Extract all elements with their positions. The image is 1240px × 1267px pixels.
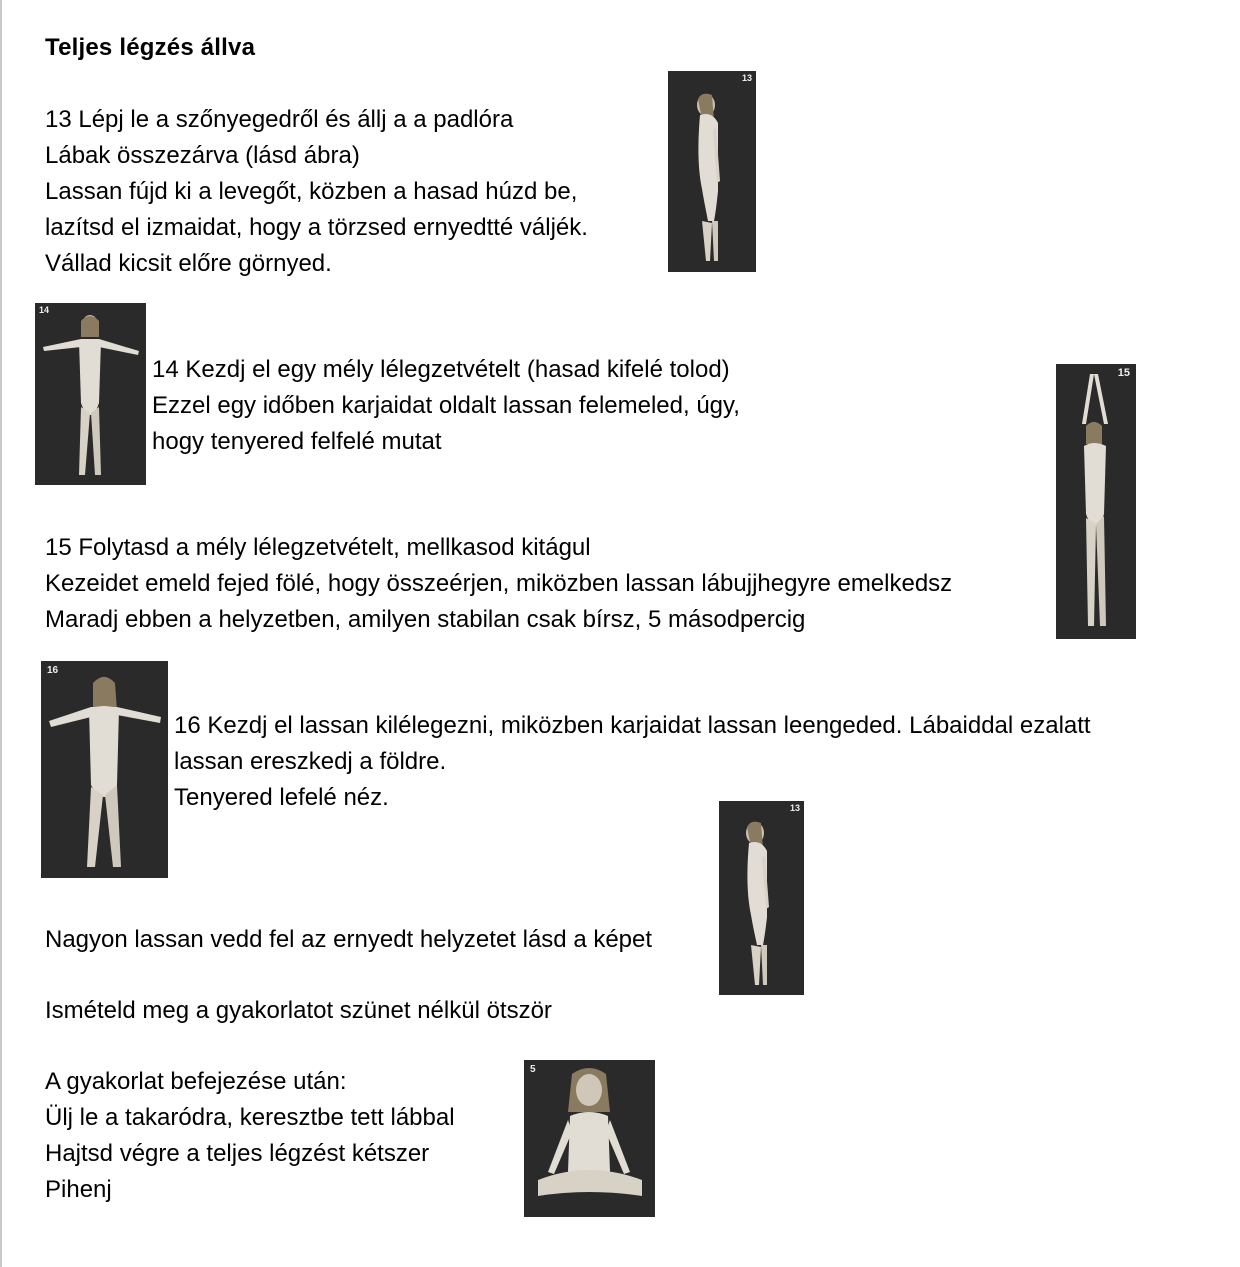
figure-number: 13	[741, 73, 752, 83]
figure-number: 16	[47, 665, 59, 676]
step-16-line: 16 Kezdj el lassan kilélegezni, miközben karjaidat lassan leengeded. Lábaiddal ezalatt	[174, 712, 1091, 739]
step-15-line: 15 Folytasd a mély lélegzetvételt, mellkasod kitágul	[45, 534, 591, 561]
seated-figure-icon	[524, 1060, 655, 1217]
figure-14-photo	[35, 303, 146, 485]
page-title: Teljes légzés állva	[45, 34, 256, 61]
step-13-text	[45, 102, 588, 282]
figure-13-repeat-photo	[719, 801, 804, 995]
step-16-line: lassan ereszkedj a földre.	[174, 748, 447, 775]
repeat-line: Ismételd meg a gyakorlatot szünet nélkül ötször	[45, 997, 552, 1024]
step-13-line: lazítsd el izmaidat, hogy a törzsed ernyedtté váljék.	[45, 214, 588, 241]
figure-13-photo	[668, 71, 756, 272]
figure-number: 15	[1117, 367, 1130, 379]
arms-out-figure-icon	[35, 303, 146, 485]
standing-figure-icon	[719, 801, 804, 995]
after-line: Pihenj	[45, 1176, 112, 1203]
lowering-arms-figure-icon	[41, 661, 168, 878]
after-line: Hajtsd végre a teljes légzést kétszer	[45, 1140, 430, 1167]
figure-number: 14	[39, 305, 50, 315]
figure-number: 5	[530, 1064, 536, 1075]
relax-text	[45, 922, 652, 958]
after-line: A gyakorlat befejezése után:	[45, 1068, 347, 1095]
figure-5-photo	[524, 1060, 655, 1217]
step-14-line: hogy tenyered felfelé mutat	[152, 428, 442, 455]
after-line: Ülj le a takaródra, keresztbe tett lábbal	[45, 1104, 455, 1131]
after-exercise-text	[45, 1064, 455, 1208]
step-15-line: Maradj ebben a helyzetben, amilyen stabilan csak bírsz, 5 másodpercig	[45, 606, 806, 633]
figure-16-photo	[41, 661, 168, 878]
step-13-line: Lábak összezárva (lásd ábra)	[45, 142, 360, 169]
step-14-line: 14 Kezdj el egy mély lélegzetvételt (hasad kifelé tolod)	[152, 356, 730, 383]
figure-15-photo	[1056, 364, 1136, 639]
page-left-rule	[0, 0, 2, 1267]
relax-line: Nagyon lassan vedd fel az ernyedt helyzetet lásd a képet	[45, 926, 653, 953]
arms-up-figure-icon	[1056, 364, 1136, 639]
step-14-text	[152, 352, 740, 460]
step-13-line: 13 Lépj le a szőnyegedről és állj a a padlóra	[45, 106, 514, 133]
step-15-text	[45, 530, 952, 638]
step-15-line: Kezeidet emeld fejed fölé, hogy összeérjen, miközben lassan lábujjhegyre emelkedsz	[45, 570, 953, 597]
standing-figure-icon	[668, 71, 756, 272]
figure-number: 13	[789, 803, 800, 813]
repeat-text	[45, 993, 552, 1029]
step-13-line: Vállad kicsit előre görnyed.	[45, 250, 332, 277]
step-16-line: Tenyered lefelé néz.	[174, 784, 389, 811]
step-14-line: Ezzel egy időben karjaidat oldalt lassan felemeled, úgy,	[152, 392, 740, 419]
step-16-text	[174, 708, 1091, 816]
step-13-line: Lassan fújd ki a levegőt, közben a hasad húzd be,	[45, 178, 578, 205]
